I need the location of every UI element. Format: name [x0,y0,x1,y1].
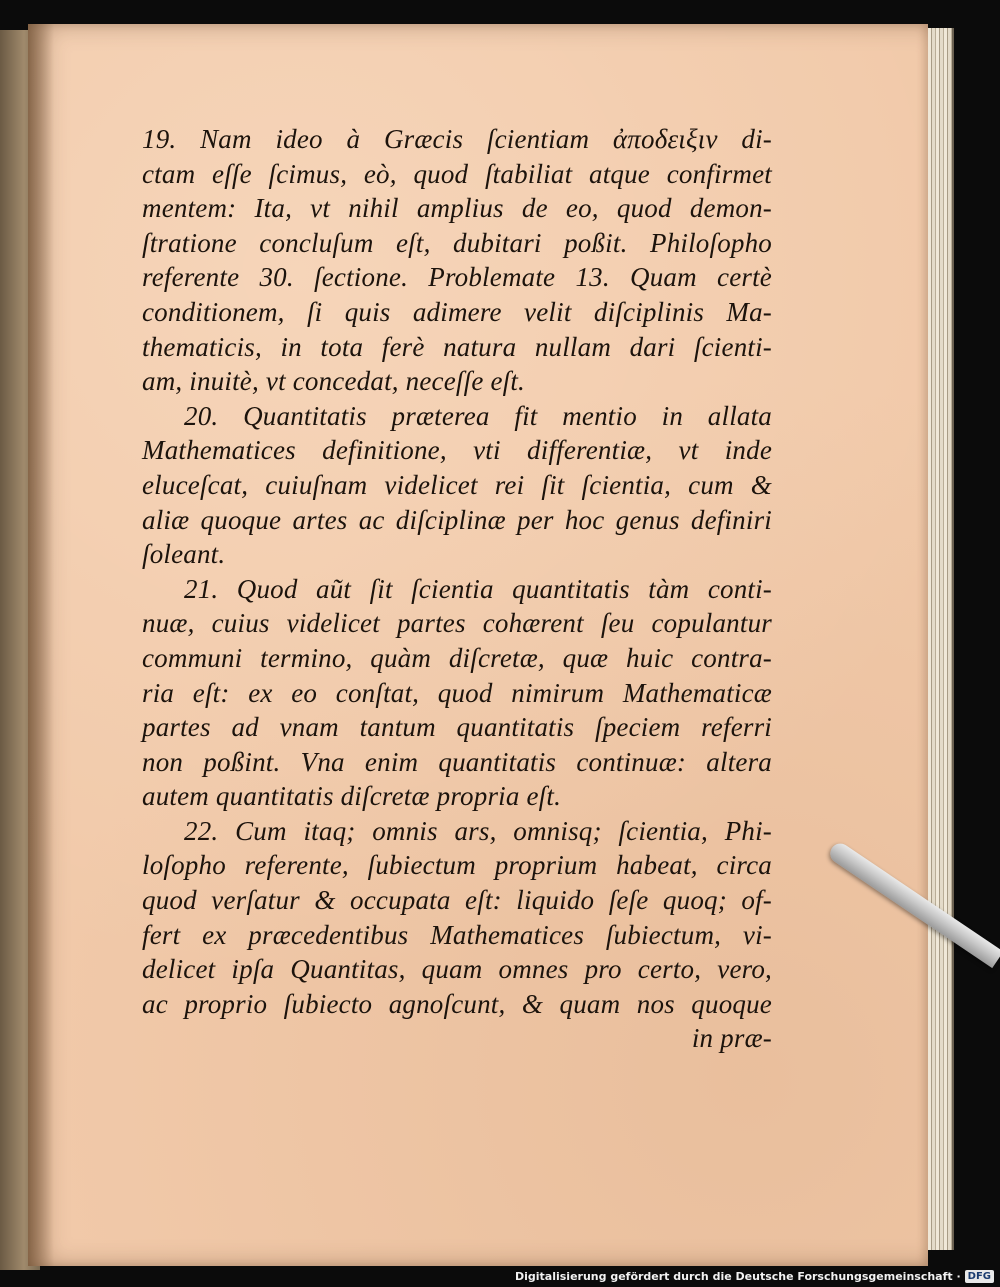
text-line: ctam eſſe ſcimus, eò, quod ſtabiliat atque confirmet [142,158,772,189]
text-line: am, inuitè, vt concedat, neceſſe eſt. [142,366,526,397]
text-line: 21. Quod aũt ſit ſcientia quantitatis tàm conti- [184,573,772,604]
text-line: 20. Quantitatis præterea fit mentio in allata [184,400,772,431]
text-line: partes ad vnam tantum quantitatis ſpeciem referri [142,712,772,743]
text-line: ſoleant. [142,539,226,570]
text-line: referente 30. ſectione. Problemate 13. Quam certè [142,262,772,293]
text-line: 19. Nam ideo à Græcis ſcientiam ἀποδειξιν di- [142,124,772,154]
credit-text: Digitalisierung gefördert durch die Deutsche Forschungsgemeinschaft · [514,1269,961,1283]
text-line: conditionem, ſi quis adimere velit diſciplinis Ma- [142,296,772,327]
text-line: autem quantitatis diſcretæ propria eſt. [142,781,562,812]
text-line: eluceſcat, cuiuſnam videlicet rei ſit ſcientia, cum & [142,469,772,500]
text-line: aliæ quoque artes ac diſciplinæ per hoc genus definiri [142,504,772,535]
text-line: quod verſatur & occupata eſt: liquido ſeſe quoq; of- [142,885,772,916]
text-line: ria eſt: ex eo conſtat, quod nimirum Mathematicæ [142,677,772,708]
catchword: in præ- [691,1023,772,1054]
text-line: 22. Cum itaq; omnis ars, omnisq; ſcientia, Phi- [184,815,772,846]
text-line: non poßint. Vna enim quantitatis continuæ: altera [142,746,772,777]
digitization-credit [515,1268,994,1284]
gutter-shadow [28,24,54,1266]
text-line: delicet ipſa Quantitas, quam omnes pro certo, vero, [142,954,772,985]
text-line: thematicis, in tota ferè natura nullam dari ſcienti- [142,331,772,362]
text-line: Mathematices definitione, vti differentiæ, vt inde [142,435,772,466]
page-text [142,122,772,1056]
text-line: nuæ, cuius videlicet partes cohærent ſeu copulantur [142,608,772,639]
text-line: communi termino, quàm diſcretæ, quæ huic contra- [142,642,772,673]
text-line: ac proprio ſubiecto agnoſcunt, & quam nos quoque [142,988,772,1019]
text-line: ſtratione concluſum eſt, dubitari poßit. Philoſopho [142,227,772,258]
text-line: loſopho referente, ſubiectum proprium habeat, circa [142,850,772,881]
dfg-logo: DFG [965,1270,994,1283]
text-line: mentem: Ita, vt nihil amplius de eo, quod demon- [142,193,772,224]
text-line: fert ex præcedentibus Mathematices ſubiectum, vi- [142,919,772,950]
